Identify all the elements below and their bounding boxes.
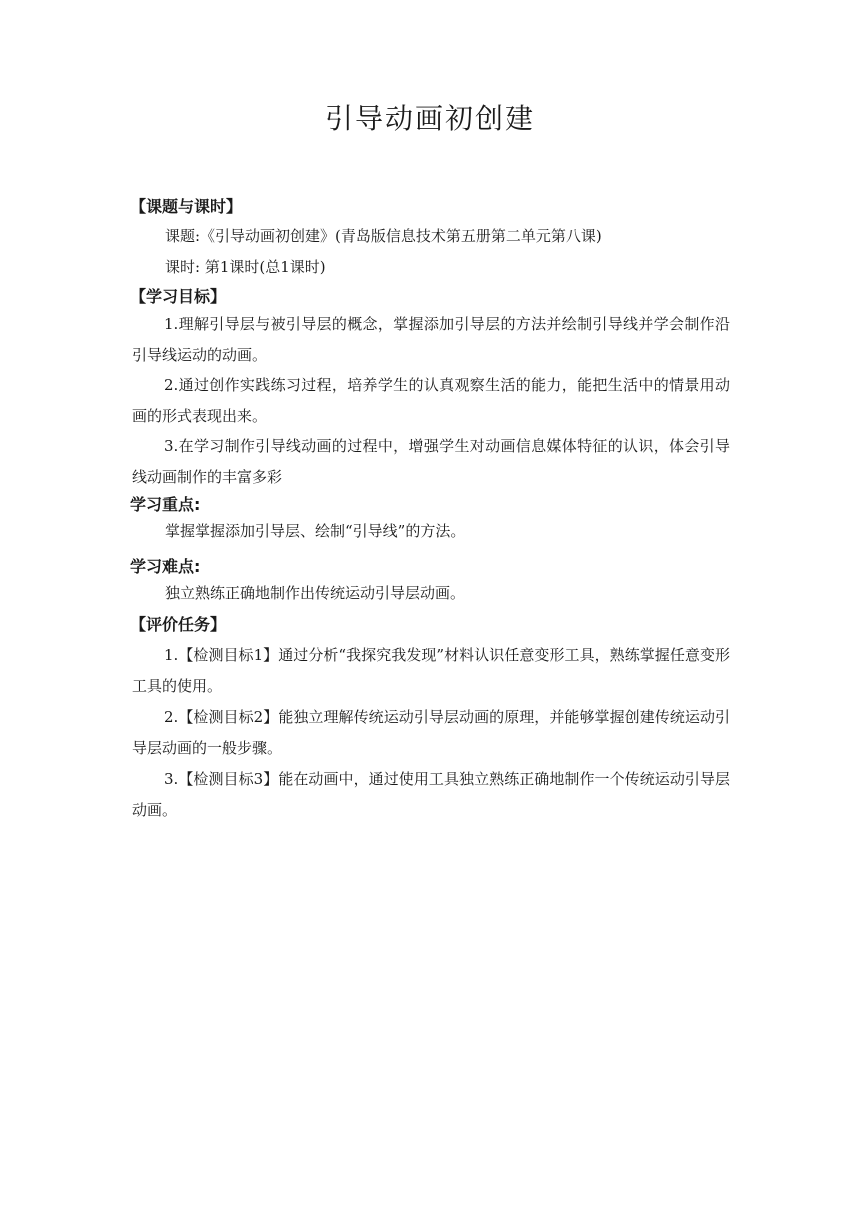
heading-evaluation-tasks: 【评价任务】 bbox=[130, 615, 227, 634]
heading-learning-goals: 【学习目标】 bbox=[130, 287, 227, 306]
document-title: 引导动画初创建 bbox=[324, 102, 535, 135]
period-line: 课时: 第1课时(总1课时) bbox=[165, 258, 326, 276]
heading-difficulties: 学习难点: bbox=[130, 557, 201, 576]
task-item-1: 1.【检测目标1】通过分析“我探究我发现”材料认识任意变形工具，熟练掌握任意变形工具的使用。 bbox=[132, 646, 730, 695]
task-item-3: 3.【检测目标3】能在动画中，通过使用工具独立熟练正确地制作一个传统运动引导层动画。 bbox=[132, 770, 730, 819]
difficulties-text: 独立熟练正确地制作出传统运动引导层动画。 bbox=[165, 584, 466, 602]
task-item-2: 2.【检测目标2】能独立理解传统运动引导层动画的原理，并能够掌握创建传统运动引导层动画的一般步骤。 bbox=[132, 708, 730, 757]
goal-item-3: 3.在学习制作引导线动画的过程中，增强学生对动画信息媒体特征的认识，体会引导线动画制作的丰富多彩 bbox=[132, 437, 730, 486]
heading-key-points: 学习重点: bbox=[130, 495, 201, 514]
heading-topic-period: 【课题与课时】 bbox=[130, 197, 243, 216]
topic-line: 课题:《引导动画初创建》(青岛版信息技术第五册第二单元第八课) bbox=[165, 227, 602, 245]
key-points-text: 掌握掌握添加引导层、绘制“引导线”的方法。 bbox=[165, 522, 466, 540]
goal-item-1: 1.理解引导层与被引导层的概念，掌握添加引导层的方法并绘制引导线并学会制作沿引导线运动的动画。 bbox=[132, 315, 730, 364]
goal-item-2: 2.通过创作实践练习过程，培养学生的认真观察生活的能力，能把生活中的情景用动画的形式表现出来。 bbox=[132, 376, 730, 425]
